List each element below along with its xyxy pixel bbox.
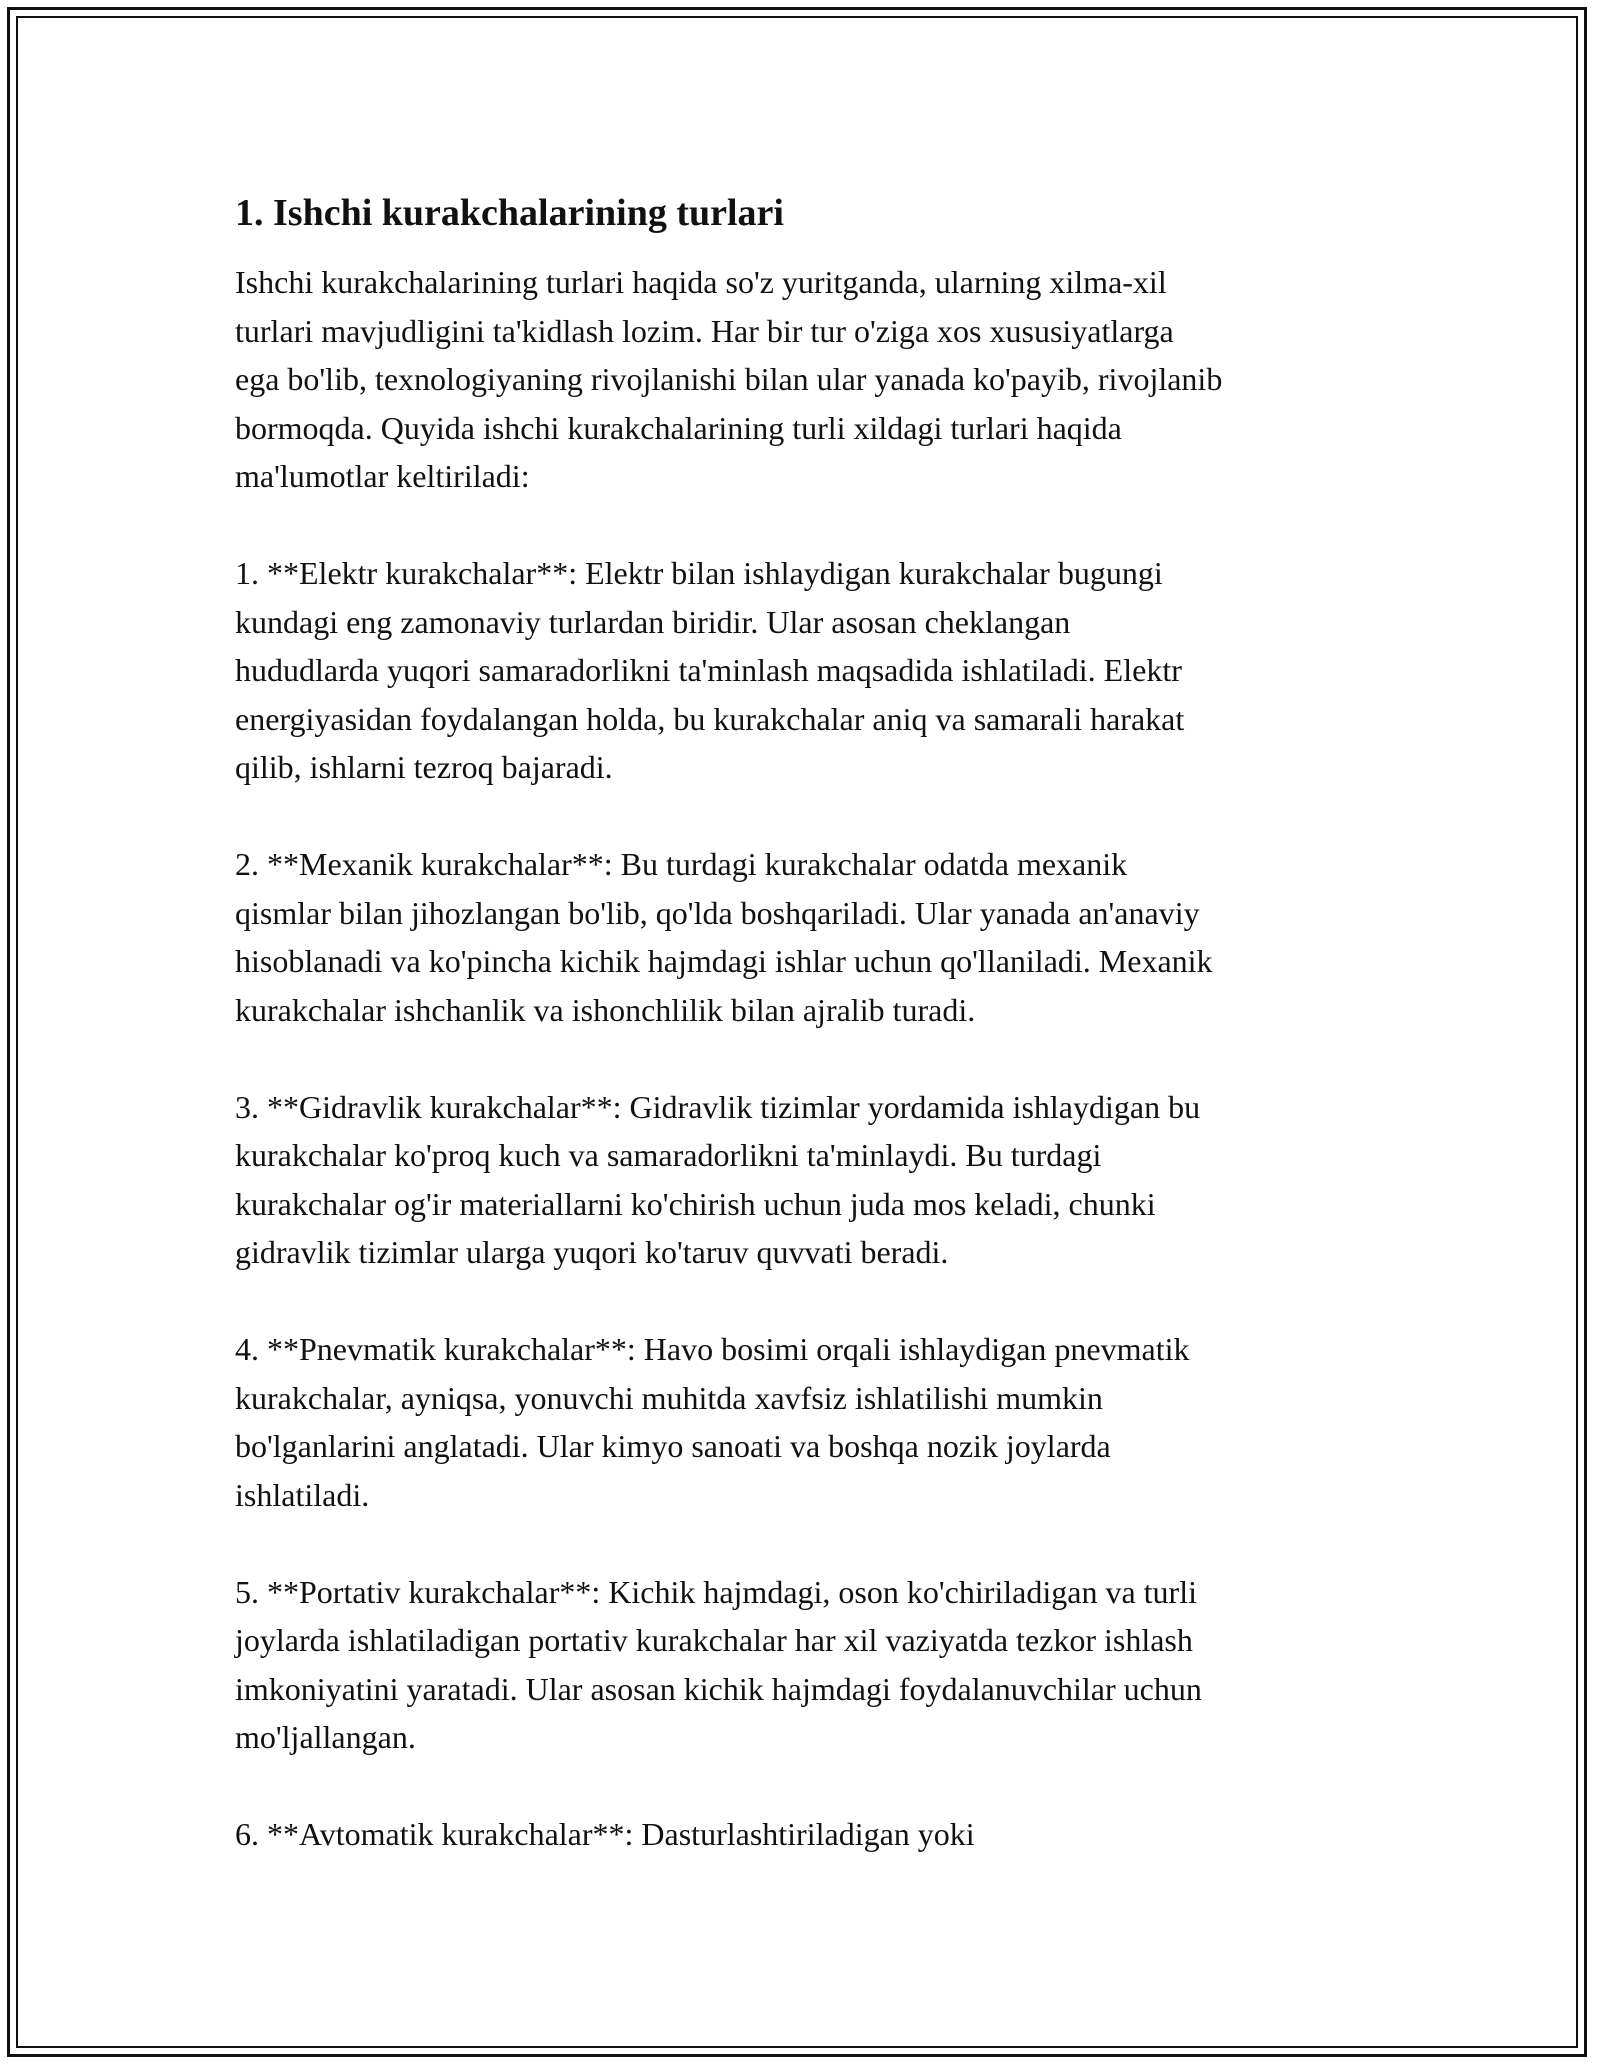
list-item-gidravlik: 3. **Gidravlik kurakchalar**: Gidravlik tizimlar yordamida ishlaydigan bu kurakchalar ko'proq kuch va samaradorlikni ta'minlaydi. Bu turdagi kurakchalar og'ir materiallarni ko'chirish uchun juda mos keladi, chunki gidravlik tizimlar ularga yuqori ko'taruv quvvati beradi. [235, 1088, 1201, 1270]
list-item-portativ: 5. **Portativ kurakchalar**: Kichik hajmdagi, oson ko'chiriladigan va turli joylarda ishlatiladigan portativ kurakchalar har xil vaziyatda tezkor ishlash imkoniyatini yaratadi. Ular asosan kichik hajmdagi foydalanuvchilar uchun mo'ljallangan. [235, 1573, 1202, 1755]
document-body [235, 188, 1375, 1907]
list-item-mexanik: 2. **Mexanik kurakchalar**: Bu turdagi kurakchalar odatda mexanik qismlar bilan jihozlangan bo'lib, qo'lda boshqariladi. Ular yanada an'anaviy hisoblanadi va ko'pincha kichik hajmdagi ishlar uchun qo'llaniladi. Mexanik kurakchalar ishchanlik va ishonchlilik bilan ajralib turadi. [235, 846, 1213, 1028]
list-item-pnevmatik: 4. **Pnevmatik kurakchalar**: Havo bosimi orqali ishlaydigan pnevmatik kurakchalar, ayniqsa, yonuvchi muhitda xavfsiz ishlatilishi mumkin bo'lganlarini anglatadi. Ular kimyo sanoati va boshqa nozik joylarda ishlatiladi. [235, 1331, 1190, 1513]
list-item-elektr: 1. **Elektr kurakchalar**: Elektr bilan ishlaydigan kurakchalar bugungi kundagi eng zamonaviy turlardan biridir. Ular asosan cheklangan hududlarda yuqori samaradorlikni ta'minlash maqsadida ishlatiladi. Elektr energiyasidan foydalangan holda, bu kurakchalar aniq va samarali harakat qilib, ishlarni tezroq bajaradi. [235, 555, 1185, 785]
list-item-avtomatik: 6. **Avtomatik kurakchalar**: Dasturlashtiriladigan yoki [235, 1816, 975, 1852]
section-heading: 1. Ishchi kurakchalarining turlari [235, 192, 784, 234]
intro-paragraph: Ishchi kurakchalarining turlari haqida so'z yuritganda, ularning xilma-xil turlari mavjudligini ta'kidlash lozim. Har bir tur o'ziga xos xususiyatlarga ega bo'lib, texnologiyaning rivojlanishi bilan ular yanada ko'payib, rivojlanib bormoqda. Quyida ishchi kurakchalarining turli xildagi turlari haqida ma'lumotlar keltiriladi: [235, 264, 1223, 494]
